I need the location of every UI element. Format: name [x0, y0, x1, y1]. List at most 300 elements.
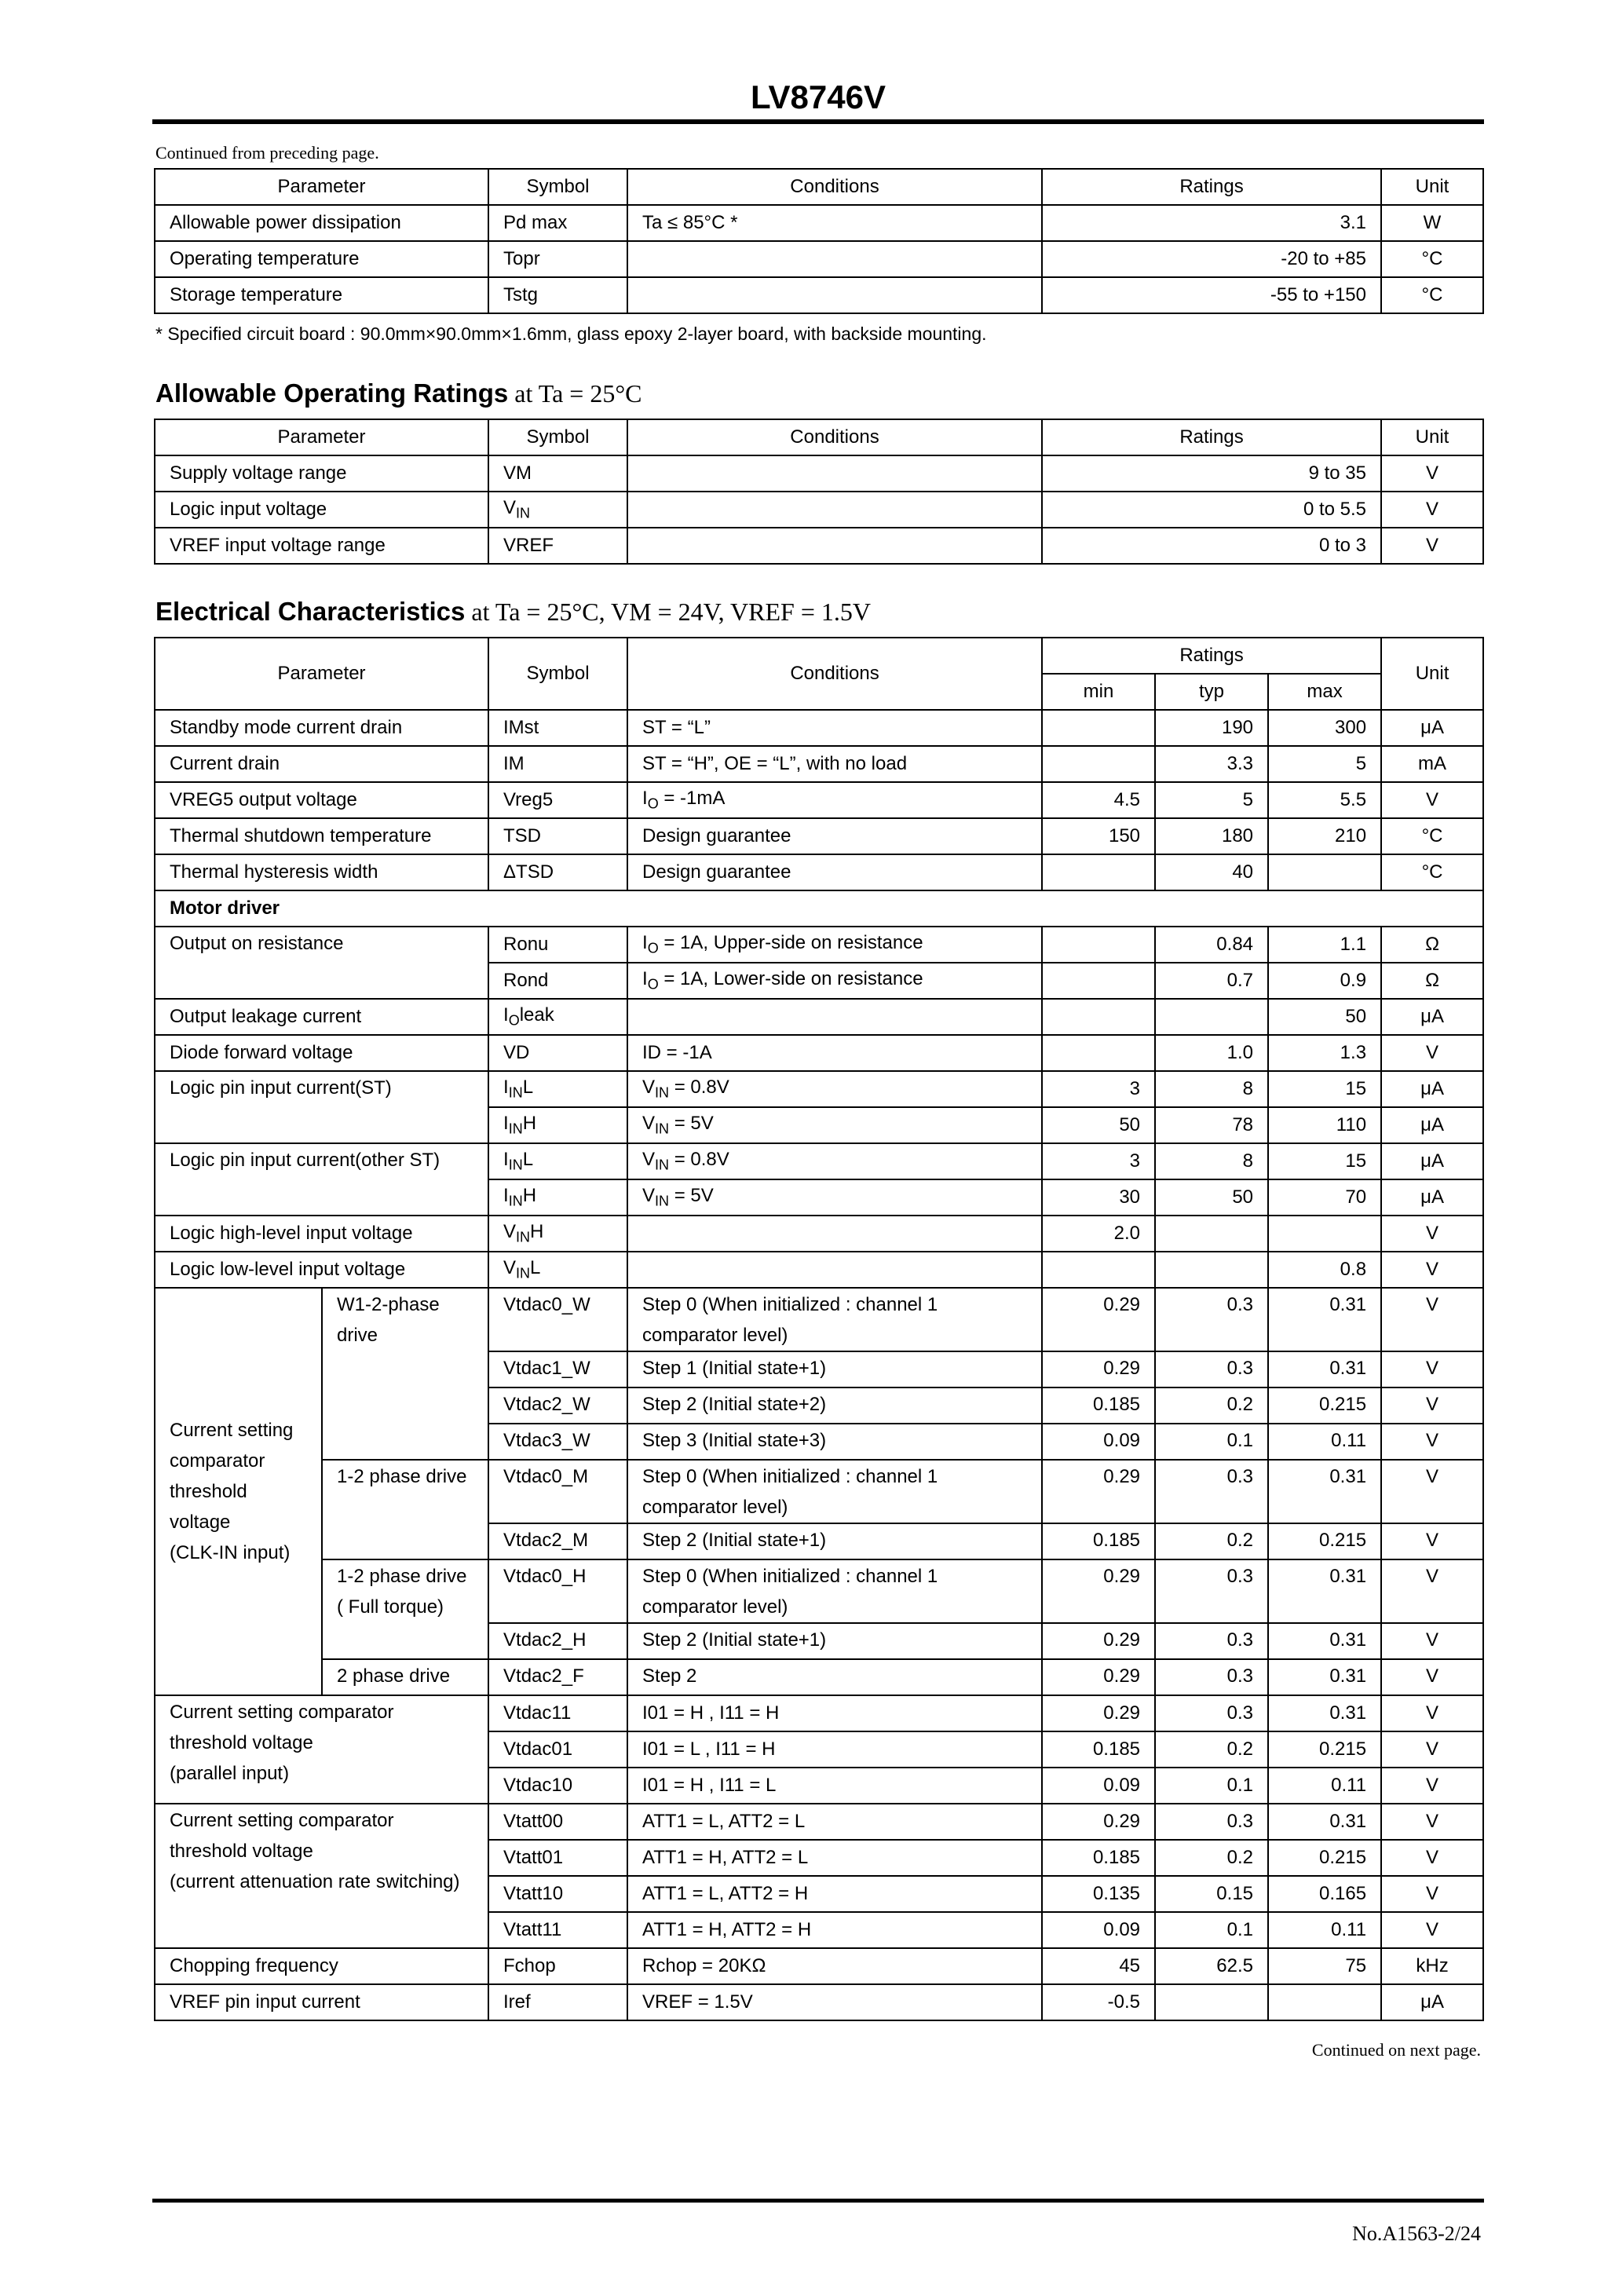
symbol-cell-text: I: [503, 1113, 509, 1135]
symbol-cell: Vtdac0_H: [488, 1559, 627, 1623]
op-ratings-header-row: [155, 419, 1483, 455]
min-cell: 0.29: [1042, 1659, 1155, 1695]
symbol-cell: [488, 854, 627, 890]
conditions-cell: [627, 1559, 1042, 1623]
elec-row: [155, 1143, 1483, 1179]
unit-cell: V: [1381, 1840, 1483, 1876]
min-cell: 0.09: [1042, 1768, 1155, 1804]
unit-cell: °C: [1381, 277, 1483, 313]
typ-cell: 1.0: [1155, 1035, 1268, 1071]
conditions-line: Step 0 (When initialized : channel 1: [642, 1466, 938, 1487]
header-max: max: [1268, 674, 1381, 710]
unit-cell: μA: [1381, 1143, 1483, 1179]
max-cell: 75: [1268, 1948, 1381, 1984]
max-cell: 0.31: [1268, 1623, 1381, 1659]
symbol-cell: [488, 241, 627, 277]
elec-characteristics-table: [154, 637, 1484, 2021]
unit-cell: V: [1381, 782, 1483, 818]
conditions-cell: [627, 963, 1042, 999]
page-title: LV8746V: [751, 79, 886, 115]
symbol-cell-text: V: [503, 497, 517, 519]
symbol-cell: [488, 1107, 627, 1143]
section-label: Motor driver: [155, 890, 1483, 927]
unit-cell: V: [1381, 1035, 1483, 1071]
conditions-cell: I01 = H , I11 = L: [627, 1768, 1042, 1804]
min-cell: 3: [1042, 1071, 1155, 1107]
continued-from-note: Continued from preceding page.: [155, 143, 379, 163]
drive-mode-line: 1-2 phase drive: [337, 1466, 467, 1487]
conditions-cell: [627, 710, 1042, 746]
drive-mode-cell: [322, 1460, 488, 1559]
max-cell: 0.11: [1268, 1424, 1381, 1460]
unit-cell: V: [1381, 1623, 1483, 1659]
conditions-cell-sub: O: [647, 976, 659, 993]
typ-cell: 5: [1155, 782, 1268, 818]
max-cell: 15: [1268, 1143, 1381, 1179]
symbol-cell: [488, 927, 627, 963]
op-ratings-header-cell: Parameter: [155, 419, 488, 455]
symbol-cell: Vtdac2_W: [488, 1387, 627, 1424]
conditions-cell: ATT1 = L, ATT2 = H: [627, 1876, 1042, 1912]
unit-cell: V: [1381, 1912, 1483, 1948]
unit-cell: V: [1381, 1288, 1483, 1351]
conditions-cell: [627, 1387, 1042, 1424]
header-conditions: Conditions: [627, 638, 1042, 710]
continued-next-note: Continued on next page.: [1311, 2040, 1481, 2060]
unit-cell: V: [1381, 1695, 1483, 1731]
typ-cell: 0.2: [1155, 1840, 1268, 1876]
abs-max-row: [155, 241, 1483, 277]
max-cell: 5.5: [1268, 782, 1381, 818]
symbol-cell-text: L: [530, 1257, 541, 1279]
conditions-cell: ATT1 = L, ATT2 = L: [627, 1804, 1042, 1840]
typ-cell: 50: [1155, 1179, 1268, 1216]
min-cell: 0.29: [1042, 1695, 1155, 1731]
conditions-cell: [627, 1216, 1042, 1252]
symbol-cell-text: IM: [503, 753, 525, 774]
symbol-cell-text: Rond: [503, 970, 549, 991]
symbol-cell-text: Pd max: [503, 212, 568, 233]
symbol-cell: [488, 1035, 627, 1071]
max-cell: 15: [1268, 1071, 1381, 1107]
unit-cell: V: [1381, 1731, 1483, 1768]
elec-row: [155, 999, 1483, 1035]
symbol-cell: Vtdac1_W: [488, 1351, 627, 1387]
min-cell: [1042, 710, 1155, 746]
conditions-cell-text: ST = “L”: [642, 717, 711, 738]
parameter-cell: Chopping frequency: [155, 1948, 488, 1984]
conditions-cell: I01 = L , I11 = H: [627, 1731, 1042, 1768]
conditions-cell-text: V: [642, 1113, 656, 1135]
typ-cell: 0.3: [1155, 1659, 1268, 1695]
typ-cell: 0.3: [1155, 1460, 1268, 1523]
rating-cell: -55 to +150: [1042, 277, 1381, 313]
conditions-cell: Ta ≤ 85°C *: [627, 205, 1042, 241]
elec-heading-text: Electrical Characteristics: [155, 597, 466, 626]
conditions-cell: [627, 528, 1042, 564]
max-cell: 0.215: [1268, 1523, 1381, 1559]
conditions-cell: I01 = H , I11 = H: [627, 1695, 1042, 1731]
symbol-cell-text: VD: [503, 1042, 530, 1063]
circuit-board-note: * Specified circuit board : 90.0mm×90.0mm×1.6mm, glass epoxy 2-layer board, with backside mounting.: [155, 324, 987, 344]
conditions-cell-text: ID = -1A: [642, 1042, 712, 1063]
symbol-cell: [488, 710, 627, 746]
footer-rule: [152, 2199, 1484, 2203]
typ-cell: 0.1: [1155, 1768, 1268, 1804]
typ-cell: [1155, 1984, 1268, 2020]
typ-cell: 0.7: [1155, 963, 1268, 999]
symbol-cell-sub: IN: [516, 505, 531, 521]
conditions-line: comparator level): [642, 1497, 788, 1518]
typ-cell: 0.3: [1155, 1695, 1268, 1731]
symbol-cell-text: I: [503, 1185, 509, 1207]
typ-cell: 0.2: [1155, 1387, 1268, 1424]
symbol-cell: [488, 1143, 627, 1179]
min-cell: 0.185: [1042, 1387, 1155, 1424]
elec-row: [155, 710, 1483, 746]
max-cell: 0.11: [1268, 1768, 1381, 1804]
elec-row: [155, 927, 1483, 963]
unit-cell: μA: [1381, 710, 1483, 746]
symbol-cell: Vtatt00: [488, 1804, 627, 1840]
parameter-cell: Logic input voltage: [155, 492, 488, 528]
unit-cell: μA: [1381, 1179, 1483, 1216]
header-typ: typ: [1155, 674, 1268, 710]
conditions-cell-sub: IN: [655, 1193, 670, 1209]
parameter-cell: Output leakage current: [155, 999, 488, 1035]
op-ratings-table: [154, 419, 1484, 565]
symbol-cell-text: Ronu: [503, 934, 549, 955]
min-cell: 0.185: [1042, 1840, 1155, 1876]
symbol-cell-text: VM: [503, 462, 532, 484]
drive-mode-line: W1-2-phase: [337, 1294, 440, 1315]
max-cell: 0.8: [1268, 1252, 1381, 1288]
min-cell: 3: [1042, 1143, 1155, 1179]
conditions-cell-text: = 1A, Upper-side on resistance: [658, 932, 923, 954]
typ-cell: 0.1: [1155, 1912, 1268, 1948]
elec-row: [155, 1252, 1483, 1288]
symbol-cell: [488, 455, 627, 492]
unit-cell: Ω: [1381, 927, 1483, 963]
rating-cell: 0 to 3: [1042, 528, 1381, 564]
conditions-cell: [627, 782, 1042, 818]
op-ratings-header-cell: Unit: [1381, 419, 1483, 455]
unit-cell: V: [1381, 1659, 1483, 1695]
conditions-cell-text: I: [642, 932, 648, 954]
conditions-line: comparator level): [642, 1596, 788, 1618]
parameter-cell: Operating temperature: [155, 241, 488, 277]
symbol-cell-sub: IN: [516, 1229, 531, 1245]
unit-cell: °C: [1381, 241, 1483, 277]
min-cell: 45: [1042, 1948, 1155, 1984]
symbol-cell-text: V: [503, 1257, 517, 1279]
conditions-cell: [627, 999, 1042, 1035]
abs-max-header-cell: Parameter: [155, 169, 488, 205]
typ-cell: 0.1: [1155, 1424, 1268, 1460]
drive-mode-cell: [322, 1288, 488, 1460]
header-symbol: Symbol: [488, 638, 627, 710]
symbol-cell-text: I: [503, 1149, 509, 1171]
symbol-cell: Vtatt01: [488, 1840, 627, 1876]
typ-cell: 0.84: [1155, 927, 1268, 963]
parameter-line: Current setting comparator: [170, 1702, 394, 1723]
parameter-cell: Logic pin input current(other ST): [155, 1143, 488, 1216]
min-cell: 0.29: [1042, 1804, 1155, 1840]
typ-cell: 180: [1155, 818, 1268, 854]
symbol-cell-text: L: [522, 1149, 534, 1171]
symbol-cell: Vtdac0_W: [488, 1288, 627, 1351]
min-cell: 0.29: [1042, 1460, 1155, 1523]
attenuation-threshold-parameter: [155, 1804, 488, 1948]
max-cell: [1268, 854, 1381, 890]
symbol-cell-sub: IN: [508, 1193, 523, 1209]
typ-cell: 62.5: [1155, 1948, 1268, 1984]
symbol-cell-text: H: [530, 1221, 544, 1243]
unit-cell: μA: [1381, 1107, 1483, 1143]
drive-mode-line: 2 phase drive: [337, 1665, 451, 1687]
min-cell: [1042, 1252, 1155, 1288]
conditions-cell: VREF = 1.5V: [627, 1984, 1042, 2020]
typ-cell: [1155, 1252, 1268, 1288]
symbol-cell-text: VREF: [503, 535, 554, 556]
clk-threshold-row: [155, 1460, 1483, 1523]
header-unit: Unit: [1381, 638, 1483, 710]
op-ratings-heading-cond: at Ta = 25°C: [508, 379, 642, 408]
op-ratings-heading-text: Allowable Operating Ratings: [155, 378, 509, 408]
unit-cell: °C: [1381, 854, 1483, 890]
conditions-cell: [627, 818, 1042, 854]
unit-cell: V: [1381, 1387, 1483, 1424]
parameter-cell: Current drain: [155, 746, 488, 782]
min-cell: 0.29: [1042, 1288, 1155, 1351]
parameter-cell: VREF input voltage range: [155, 528, 488, 564]
typ-cell: 0.15: [1155, 1876, 1268, 1912]
op-ratings-row: [155, 528, 1483, 564]
header-ratings: Ratings: [1042, 638, 1381, 674]
elec-row: [155, 746, 1483, 782]
parameter-line: (CLK-IN input): [170, 1542, 291, 1563]
abs-max-header-cell: Ratings: [1042, 169, 1381, 205]
parameter-line: (current attenuation rate switching): [170, 1871, 460, 1892]
symbol-cell-text: L: [522, 1077, 534, 1099]
unit-cell: V: [1381, 1876, 1483, 1912]
max-cell: 0.31: [1268, 1695, 1381, 1731]
conditions-cell: [627, 1143, 1042, 1179]
symbol-cell: Vtdac2_H: [488, 1623, 627, 1659]
conditions-cell: [627, 1523, 1042, 1559]
max-cell: 210: [1268, 818, 1381, 854]
max-cell: 0.31: [1268, 1288, 1381, 1351]
conditions-cell-text: = -1mA: [658, 788, 726, 810]
abs-max-header-cell: Symbol: [488, 169, 627, 205]
min-cell: 0.185: [1042, 1523, 1155, 1559]
typ-cell: 3.3: [1155, 746, 1268, 782]
conditions-cell: [627, 492, 1042, 528]
max-cell: [1268, 1216, 1381, 1252]
elec-row: [155, 1035, 1483, 1071]
typ-cell: 0.3: [1155, 1288, 1268, 1351]
symbol-cell: Vtdac3_W: [488, 1424, 627, 1460]
symbol-cell: Vtatt10: [488, 1876, 627, 1912]
max-cell: 0.215: [1268, 1387, 1381, 1424]
symbol-cell-sub: IN: [516, 1265, 531, 1281]
symbol-cell-text: I: [503, 1077, 509, 1099]
clk-threshold-row: [155, 1288, 1483, 1351]
symbol-cell: Fchop: [488, 1948, 627, 1984]
typ-cell: 8: [1155, 1071, 1268, 1107]
symbol-cell: [488, 999, 627, 1035]
datasheet-page: [154, 0, 1482, 2296]
max-cell: 0.165: [1268, 1876, 1381, 1912]
conditions-cell-text: I: [642, 788, 648, 810]
elec-header-row: [155, 638, 1483, 674]
symbol-cell: [488, 1179, 627, 1216]
conditions-cell: ATT1 = H, ATT2 = H: [627, 1912, 1042, 1948]
rating-cell: 0 to 5.5: [1042, 492, 1381, 528]
conditions-cell: [627, 1623, 1042, 1659]
unit-cell: Ω: [1381, 963, 1483, 999]
symbol-cell: [488, 1216, 627, 1252]
conditions-line: Step 2 (Initial state+1): [642, 1530, 827, 1551]
abs-max-ratings-table: [154, 168, 1484, 314]
conditions-line: Step 3 (Initial state+3): [642, 1430, 827, 1451]
symbol-cell-text: leak: [519, 1004, 554, 1026]
conditions-cell: [627, 241, 1042, 277]
symbol-cell: [488, 205, 627, 241]
elec-heading-cond: at Ta = 25°C, VM = 24V, VREF = 1.5V: [465, 598, 871, 626]
conditions-cell: [627, 277, 1042, 313]
parameter-line: Current setting: [170, 1420, 294, 1441]
abs-max-row: [155, 277, 1483, 313]
conditions-cell-text: ST = “H”, OE = “L”, with no load: [642, 753, 908, 774]
max-cell: 5: [1268, 746, 1381, 782]
symbol-cell: [488, 1071, 627, 1107]
drive-mode-line: ( Full torque): [337, 1596, 444, 1618]
drive-mode-line: drive: [337, 1325, 378, 1346]
parameter-line: Current setting comparator: [170, 1810, 394, 1831]
conditions-line: Step 0 (When initialized : channel 1: [642, 1294, 938, 1315]
symbol-cell: Vtdac10: [488, 1768, 627, 1804]
max-cell: 1.3: [1268, 1035, 1381, 1071]
parameter-cell: Logic pin input current(ST): [155, 1071, 488, 1143]
min-cell: 0.29: [1042, 1351, 1155, 1387]
symbol-cell: Vtdac0_M: [488, 1460, 627, 1523]
unit-cell: V: [1381, 1252, 1483, 1288]
symbol-cell: Vtdac2_M: [488, 1523, 627, 1559]
typ-cell: 190: [1155, 710, 1268, 746]
min-cell: [1042, 746, 1155, 782]
parameter-line: voltage: [170, 1512, 231, 1533]
parameter-cell: Logic high-level input voltage: [155, 1216, 488, 1252]
header-rule: [152, 119, 1484, 124]
unit-cell: W: [1381, 205, 1483, 241]
min-cell: [1042, 927, 1155, 963]
typ-cell: 78: [1155, 1107, 1268, 1143]
op-ratings-row: [155, 455, 1483, 492]
max-cell: 50: [1268, 999, 1381, 1035]
unit-cell: V: [1381, 1460, 1483, 1523]
parameter-line: (parallel input): [170, 1763, 290, 1784]
conditions-cell: [627, 746, 1042, 782]
max-cell: 70: [1268, 1179, 1381, 1216]
symbol-cell-text: H: [522, 1185, 537, 1207]
min-cell: 2.0: [1042, 1216, 1155, 1252]
elec-row: [155, 1984, 1483, 2020]
conditions-cell-text: = 0.8V: [669, 1077, 729, 1099]
conditions-cell: [627, 854, 1042, 890]
parameter-cell: Supply voltage range: [155, 455, 488, 492]
min-cell: [1042, 999, 1155, 1035]
unit-cell: V: [1381, 1768, 1483, 1804]
abs-max-row: [155, 205, 1483, 241]
parallel-threshold-parameter: [155, 1695, 488, 1804]
unit-cell: μA: [1381, 1071, 1483, 1107]
max-cell: 0.31: [1268, 1659, 1381, 1695]
parameter-cell: Thermal hysteresis width: [155, 854, 488, 890]
conditions-cell-text: Design guarantee: [642, 861, 791, 883]
min-cell: [1042, 854, 1155, 890]
unit-cell: μA: [1381, 999, 1483, 1035]
min-cell: 0.135: [1042, 1876, 1155, 1912]
unit-cell: °C: [1381, 818, 1483, 854]
drive-mode-cell: [322, 1659, 488, 1695]
drive-mode-cell: [322, 1559, 488, 1659]
unit-cell: V: [1381, 492, 1483, 528]
symbol-cell: [488, 746, 627, 782]
symbol-cell-text: Tstg: [503, 284, 539, 305]
conditions-cell-text: = 1A, Lower-side on resistance: [658, 968, 923, 990]
min-cell: 0.09: [1042, 1912, 1155, 1948]
max-cell: 1.1: [1268, 927, 1381, 963]
max-cell: [1268, 1984, 1381, 2020]
min-cell: 30: [1042, 1179, 1155, 1216]
max-cell: 0.9: [1268, 963, 1381, 999]
max-cell: 0.31: [1268, 1559, 1381, 1623]
conditions-cell: [627, 1107, 1042, 1143]
max-cell: 0.215: [1268, 1731, 1381, 1768]
typ-cell: 0.2: [1155, 1523, 1268, 1559]
conditions-cell-text: = 0.8V: [669, 1149, 729, 1171]
parameter-cell: VREF pin input current: [155, 1984, 488, 2020]
conditions-cell: [627, 927, 1042, 963]
symbol-cell-text: H: [522, 1113, 537, 1135]
parameter-cell: Storage temperature: [155, 277, 488, 313]
conditions-cell: ATT1 = H, ATT2 = L: [627, 1840, 1042, 1876]
parameter-line: threshold voltage: [170, 1841, 313, 1862]
rating-cell: 3.1: [1042, 205, 1381, 241]
conditions-cell: [627, 1288, 1042, 1351]
conditions-line: Step 0 (When initialized : channel 1: [642, 1566, 938, 1587]
conditions-line: Step 1 (Initial state+1): [642, 1358, 827, 1379]
typ-cell: 40: [1155, 854, 1268, 890]
parameter-line: comparator: [170, 1450, 265, 1472]
parameter-line: threshold: [170, 1481, 247, 1502]
max-cell: 0.11: [1268, 1912, 1381, 1948]
rating-cell: -20 to +85: [1042, 241, 1381, 277]
symbol-cell: [488, 492, 627, 528]
conditions-cell: [627, 1424, 1042, 1460]
unit-cell: V: [1381, 1804, 1483, 1840]
min-cell: 0.185: [1042, 1731, 1155, 1768]
min-cell: -0.5: [1042, 1984, 1155, 2020]
symbol-cell: Vtdac01: [488, 1731, 627, 1768]
conditions-line: comparator level): [642, 1325, 788, 1346]
symbol-cell: Vtatt11: [488, 1912, 627, 1948]
conditions-cell-sub: IN: [655, 1084, 670, 1101]
conditions-cell-text: Design guarantee: [642, 825, 791, 846]
typ-cell: 8: [1155, 1143, 1268, 1179]
header-parameter: Parameter: [155, 638, 488, 710]
